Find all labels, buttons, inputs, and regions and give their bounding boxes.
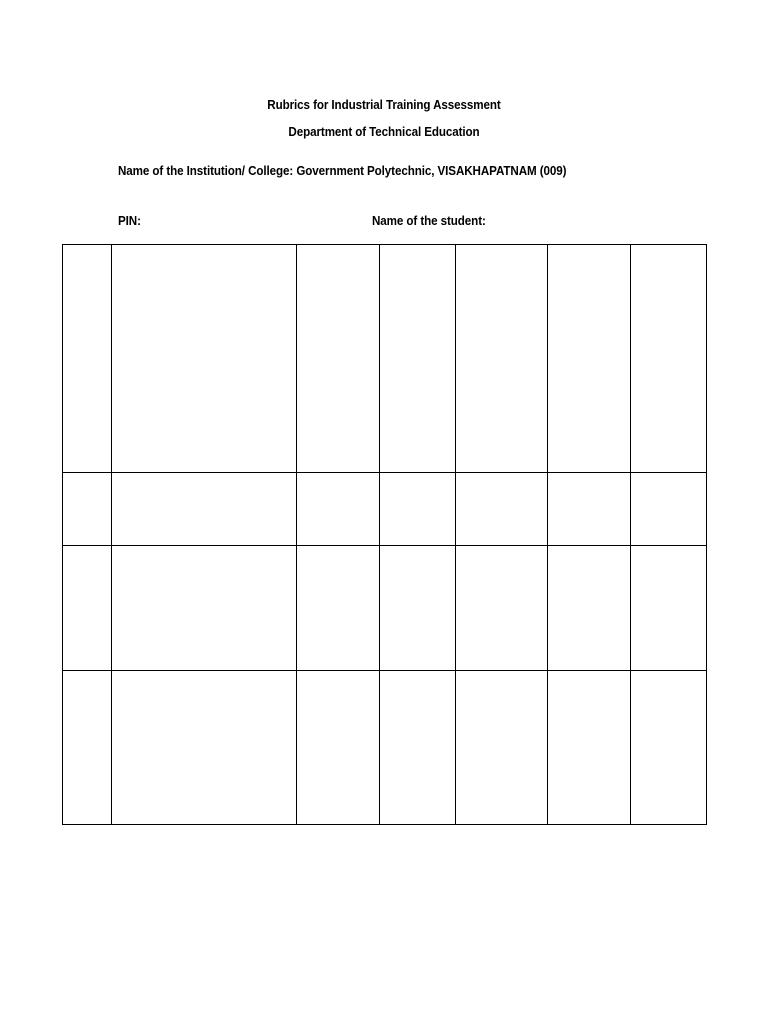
- table-cell: [297, 245, 380, 473]
- table-cell: [112, 245, 297, 473]
- table-cell: [63, 546, 112, 671]
- table-cell: [63, 473, 112, 546]
- rubrics-table: [62, 244, 707, 825]
- table-cell: [631, 671, 707, 825]
- table-cell: [380, 546, 456, 671]
- table-cell: [631, 546, 707, 671]
- pin-label: PIN:: [118, 214, 141, 228]
- table-cell: [456, 671, 548, 825]
- student-name-label: Name of the student:: [372, 214, 486, 228]
- table-cell: [548, 245, 631, 473]
- table-cell: [548, 671, 631, 825]
- document-title: Rubrics for Industrial Training Assessment: [267, 98, 501, 112]
- table-row: [63, 546, 707, 671]
- table-cell: [63, 245, 112, 473]
- table-row: [63, 473, 707, 546]
- table-cell: [112, 473, 297, 546]
- table-cell: [631, 245, 707, 473]
- table-cell: [112, 546, 297, 671]
- table-cell: [297, 546, 380, 671]
- table-row: [63, 671, 707, 825]
- table-cell: [456, 473, 548, 546]
- department-name: Department of Technical Education: [288, 125, 480, 139]
- institution-line: Name of the Institution/ College: Government Polytechnic, VISAKHAPATNAM (009): [118, 164, 567, 178]
- table-cell: [456, 245, 548, 473]
- table-cell: [380, 473, 456, 546]
- table-cell: [297, 473, 380, 546]
- table-cell: [63, 671, 112, 825]
- table-cell: [297, 671, 380, 825]
- table-cell: [548, 546, 631, 671]
- table-cell: [380, 671, 456, 825]
- table-cell: [631, 473, 707, 546]
- table-cell: [548, 473, 631, 546]
- table-cell: [112, 671, 297, 825]
- table-cell: [456, 546, 548, 671]
- table-row: [63, 245, 707, 473]
- table-cell: [380, 245, 456, 473]
